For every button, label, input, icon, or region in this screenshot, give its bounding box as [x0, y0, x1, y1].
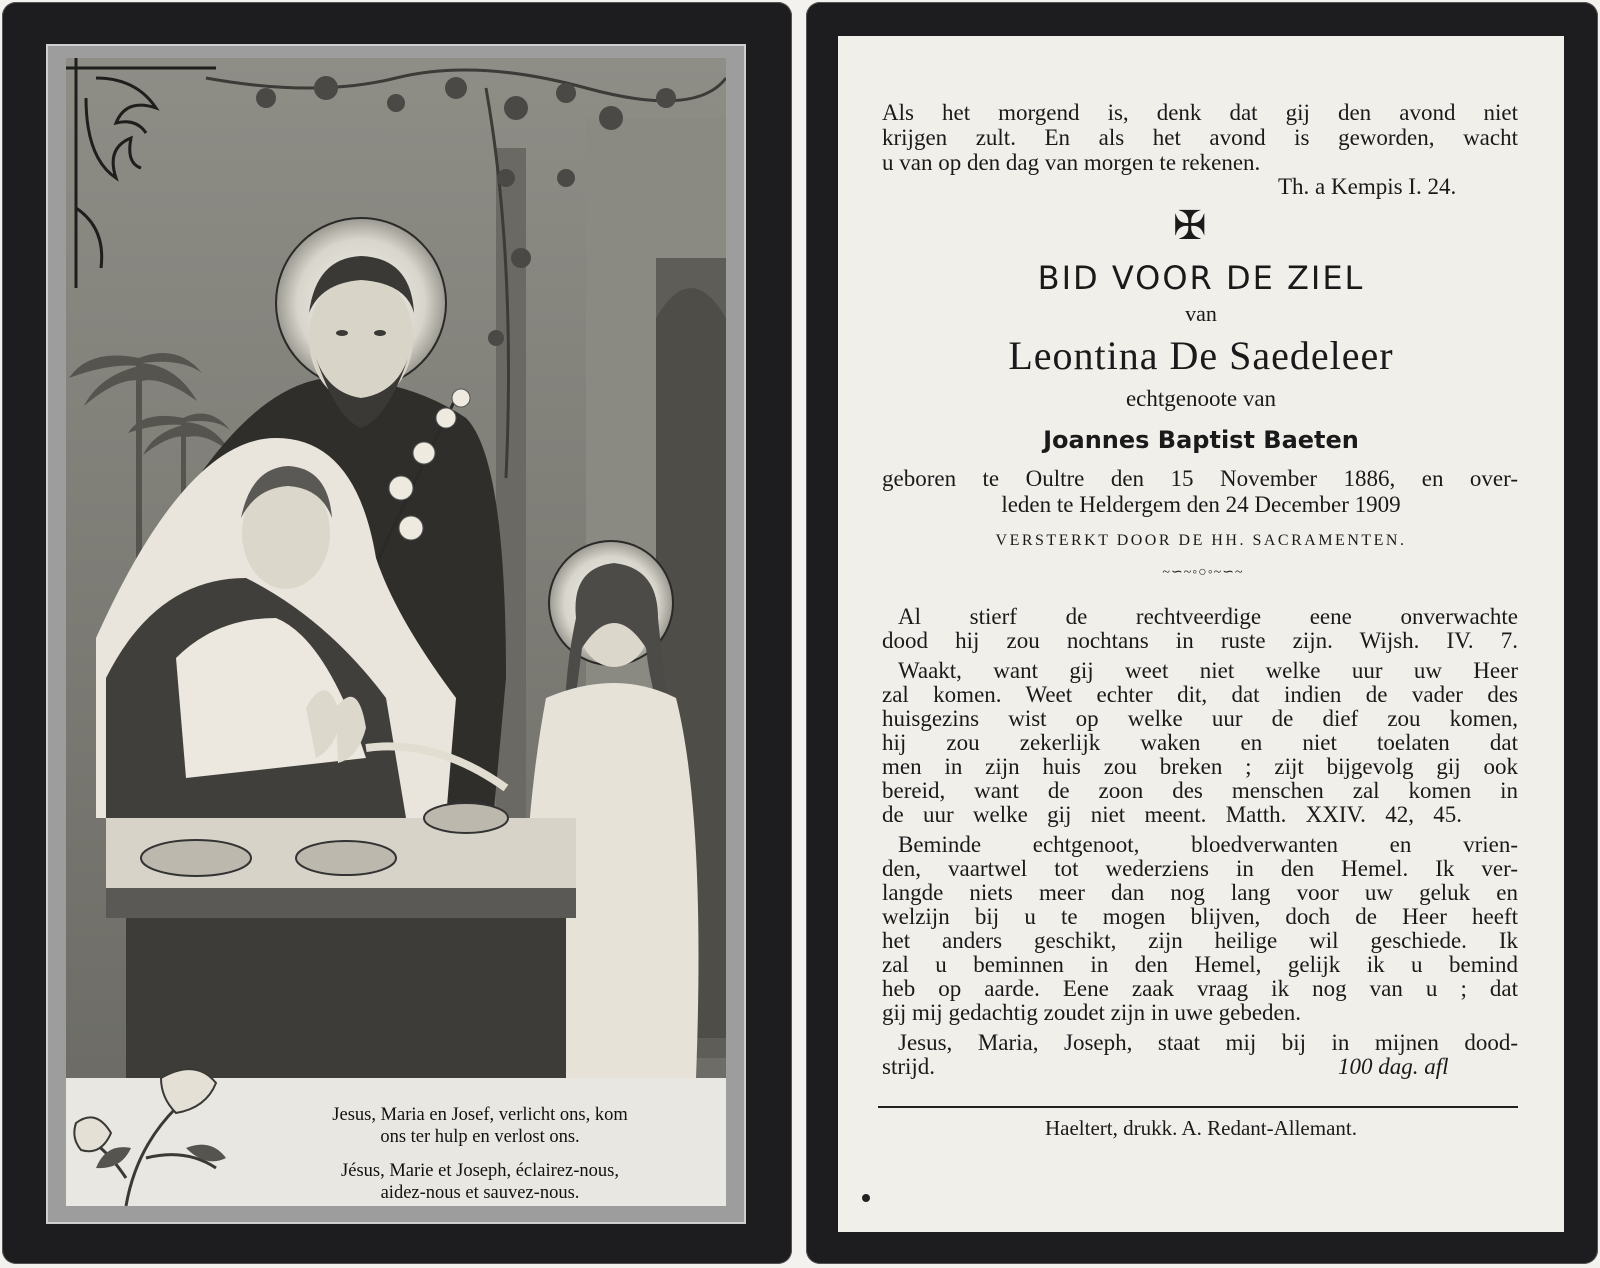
heading: BID VOOR DE ZIEL: [1037, 259, 1365, 297]
prayer-line: Jesus, Maria, Joseph, staat mij bij in mijnen dood-: [898, 1030, 1518, 1055]
caption-line: Jésus, Marie et Joseph, éclairez-nous,: [341, 1161, 619, 1181]
verse-line: Al stierf de rechtveerdige eene onverwachte: [898, 604, 1518, 629]
verse-line: langde niets meer dan nog lang voor uw geluk en: [882, 880, 1518, 905]
quote-line: Als het morgend is, denk dat gij den avond niet: [882, 100, 1518, 125]
verse-line: zal komen. Weet echter dit, dat indien de vader des: [882, 682, 1518, 707]
verse-line: heb op aarde. Eene zaak vraag ik nog van u ; dat: [882, 976, 1518, 1001]
spouse-intro: echtgenoote van: [1125, 386, 1277, 411]
caption-panel: [66, 1078, 726, 1206]
footer-rule: [878, 1106, 1518, 1108]
holy-family-illustration: [66, 58, 726, 1078]
picture-frame: [46, 44, 746, 1224]
sacraments-line: VERSTERKT DOOR DE HH. SACRAMENTEN.: [995, 532, 1407, 549]
spouse-name: Joannes Baptist Baeten: [1043, 426, 1359, 454]
verse-line: men in zijn huis zou breken ; zijt bijgevolg gij ook: [882, 754, 1518, 779]
prayer-line: strijd.: [882, 1054, 936, 1079]
printer-credit: Haeltert, drukk. A. Redant-Allemant.: [1045, 1116, 1357, 1140]
ornament-divider: ~∽~◦○◦~∽~: [1162, 565, 1244, 580]
verse-line: welzijn bij u te mogen blijven, doch de Heer heeft: [882, 904, 1518, 929]
quote-line: krijgen zult. En als het avond is geworden, wacht: [882, 125, 1518, 150]
verse-line: huisgezins wist op welke uur de dief zou komen,: [882, 706, 1518, 731]
caption-dutch: [250, 1104, 710, 1148]
dates-line: leden te Heldergem den 24 December 1909: [1001, 492, 1401, 517]
dates-line: geboren te Oultre den 15 November 1886, en over-: [882, 466, 1518, 491]
van-label: van: [1185, 301, 1217, 326]
flower-icon: [66, 1038, 236, 1206]
deceased-name: Leontina De Saedeleer: [1008, 333, 1394, 378]
caption-french: [250, 1160, 710, 1204]
verse-line: gij mij gedachtig zoudet zijn in uwe gebeden.: [882, 1000, 1301, 1025]
memorial-card-front: [2, 2, 792, 1264]
verse-line: dood hij zou nochtans in ruste zijn. Wijsh. IV. 7.: [882, 628, 1518, 653]
verse-line: de uur welke gij niet meent. Matth. XXIV. 42, 45.: [882, 802, 1462, 827]
verse-line: zal u beminnen in den Hemel, gelijk ik u bemind: [882, 952, 1518, 977]
caption-line: aidez-nous et sauvez-nous.: [380, 1183, 580, 1203]
verse-line: Beminde echtgenoot, bloedverwanten en vrien-: [898, 832, 1518, 857]
caption-line: Jesus, Maria en Josef, verlicht ons, kom: [332, 1105, 628, 1125]
indulgence-note: 100 dag. afl: [1338, 1054, 1449, 1079]
memorial-card-back: [806, 2, 1598, 1264]
verse-line: Waakt, want gij weet niet welke uur uw Heer: [898, 658, 1518, 683]
caption-line: ons ter hulp en verlost ons.: [380, 1127, 580, 1147]
verse-line: hij zou zekerlijk waken en niet toelaten dat: [882, 730, 1518, 755]
quote-source: Th. a Kempis I. 24.: [1278, 174, 1457, 199]
verse-line: den, vaartwel tot wederziens in den Hemel. Ik ver-: [882, 856, 1518, 881]
cross-icon: ✠: [1173, 203, 1207, 248]
quote-line: u van op den dag van morgen te rekenen.: [882, 150, 1261, 175]
text-panel: [838, 36, 1564, 1232]
verse-line: het anders geschikt, zijn heilige wil geschiede. Ik: [882, 928, 1518, 953]
ink-dot: [862, 1194, 870, 1202]
verse-line: bereid, want de zoon des menschen zal komen in: [882, 778, 1518, 803]
